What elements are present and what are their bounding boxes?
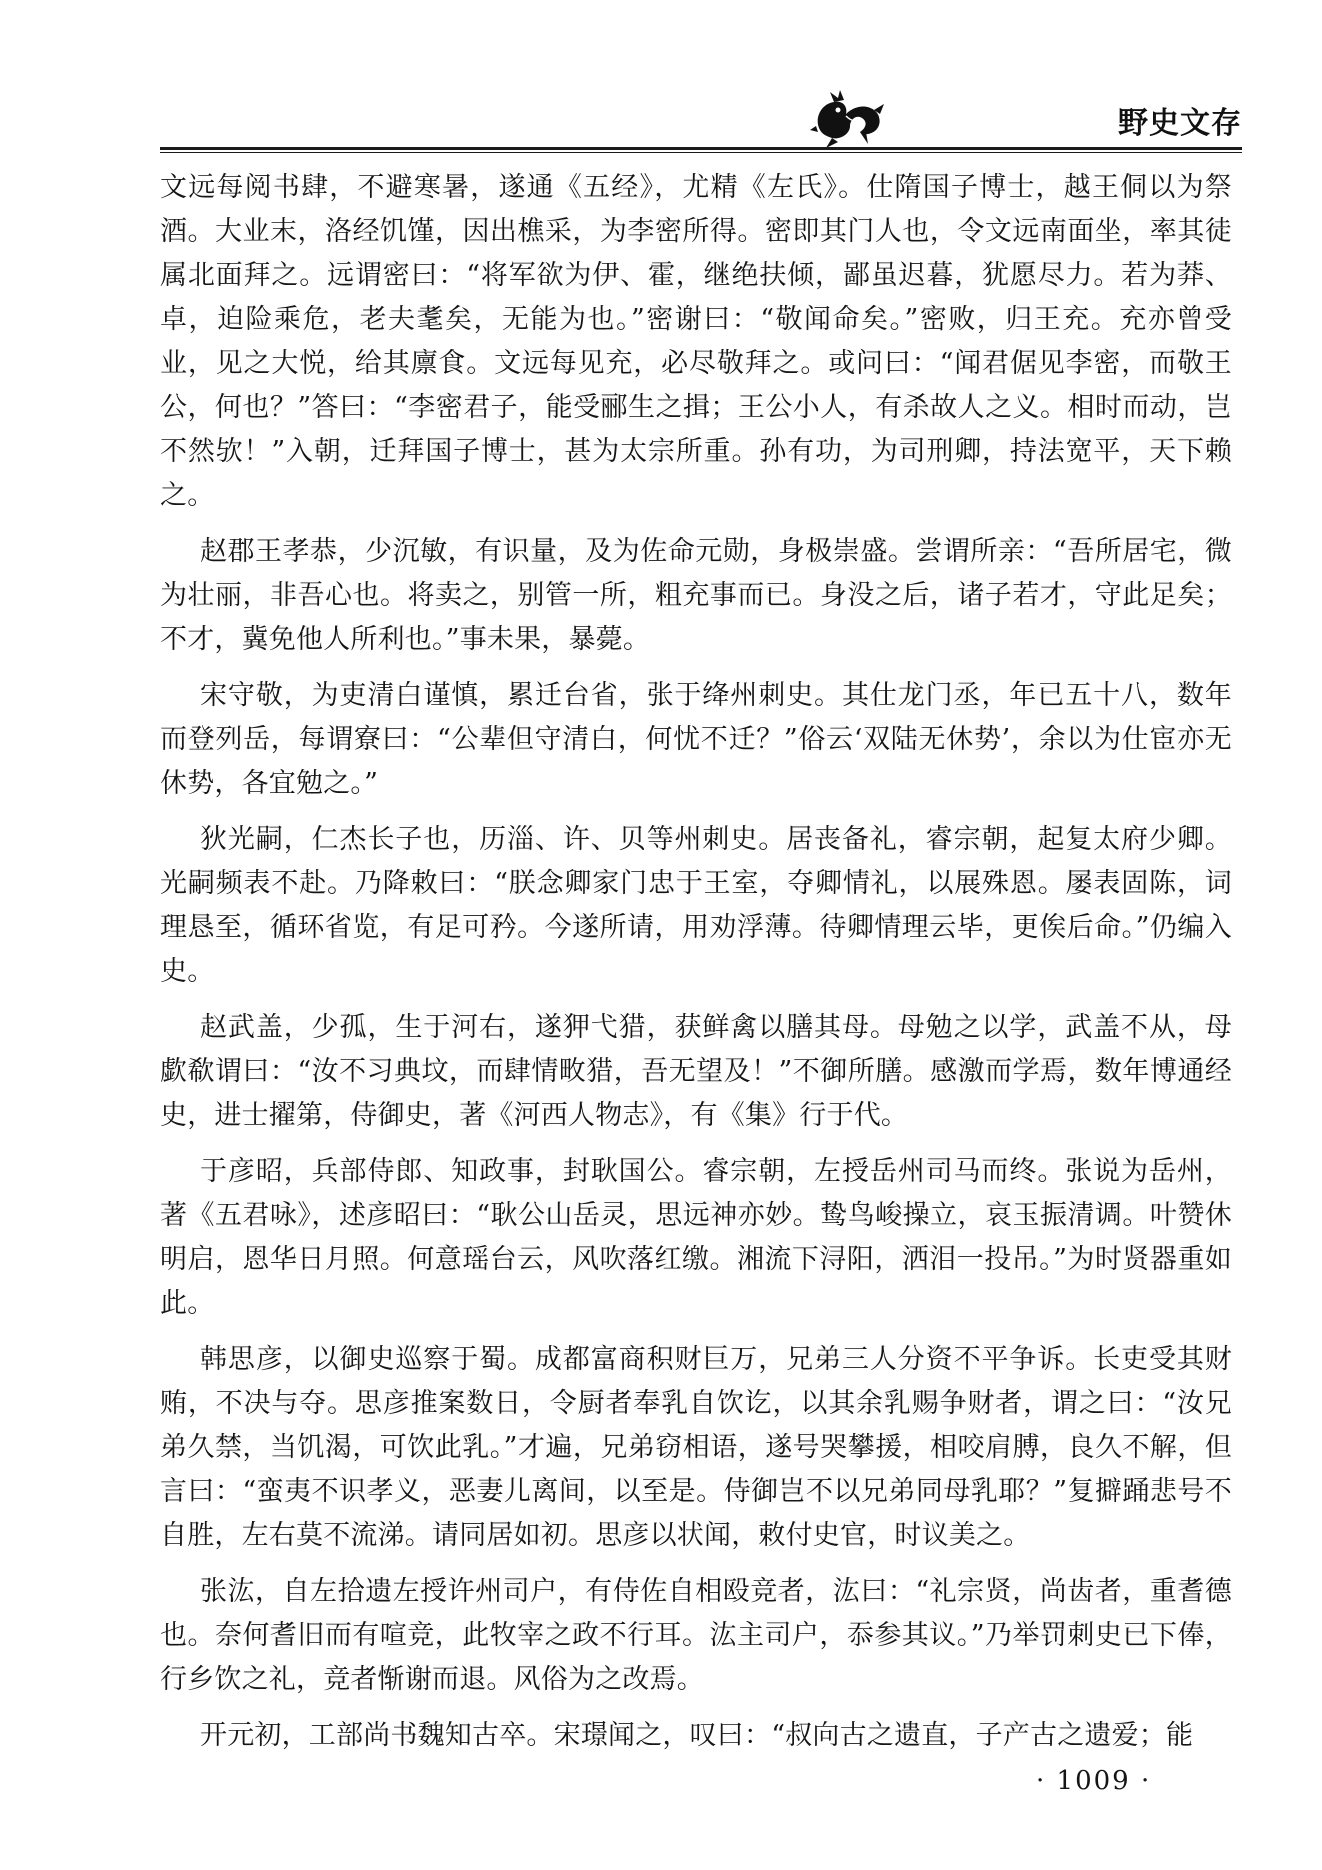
body-text xyxy=(160,166,1232,1770)
page-number: · 1009 · xyxy=(1036,1766,1152,1796)
header-rule xyxy=(160,147,1242,150)
paragraph: 韩思彦，以御史巡察于蜀。成都富商积财巨万，兄弟三人分资不平争诉。长吏受其财贿，不决与夺。思彦推案数日，令厨者奉乳自饮讫，以其余乳赐争财者，谓之曰：“汝兄弟久禁，当饥渴，可饮此乳。”才遍，兄弟窃相语，遂号哭攀援，相咬肩膊，良久不解，但言曰：“蛮夷不识孝义，恶妻儿离间，以至是。侍御岂不以兄弟同母乳耶？”复擗踊悲号不自胜，左右莫不流涕。请同居如初。思彦以状闻，敕付史官，时议美之。 xyxy=(160,1344,1232,1551)
paragraph: 宋守敬，为吏清白谨慎，累迁台省，张于绛州刺史。其仕龙门丞，年已五十八，数年而登列岳，每谓寮曰：“公辈但守清白，何忧不迁？”俗云‘双陆无休势’，余以为仕宦亦无休势，各宜勉之。” xyxy=(160,680,1232,799)
paragraph: 于彦昭，兵部侍郎、知政事，封耿国公。睿宗朝，左授岳州司马而终。张说为岳州，著《五君咏》，述彦昭曰：“耿公山岳灵，思远神亦妙。鸷鸟峻操立，哀玉振清调。叶赞休明启，恩华日月照。何意瑶台云，风吹落红缴。湘流下浔阳，洒泪一投吊。”为时贤器重如此。 xyxy=(160,1156,1232,1319)
paragraph: 狄光嗣，仁杰长子也，历淄、许、贝等州刺史。居丧备礼，睿宗朝，起复太府少卿。光嗣频表不赴。乃降敕曰：“朕念卿家门忠于王室，夺卿情礼，以展殊恩。屡表固陈，词理恳至，循环省览，有足可矜。今遂所请，用劝浮薄。待卿情理云毕，更俟后命。”仍编入史。 xyxy=(160,824,1232,987)
header-title: 野史文存 xyxy=(1118,106,1242,141)
paragraph: 文远每阅书肆，不避寒暑，遂通《五经》，尤精《左氏》。仕隋国子博士，越王侗以为祭酒。大业末，洛经饥馑，因出樵采，为李密所得。密即其门人也，令文远南面坐，率其徒属北面拜之。远谓密曰：“将军欲为伊、霍，继绝扶倾，鄙虽迟暮，犹愿尽力。若为莽、卓，迫险乘危，老夫耄矣，无能为也。”密谢曰：“敬闻命矣。”密败，归王充。充亦曾受业，见之大悦，给其廪食。文远每见充，必尽敬拜之。或问曰：“闻君倨见李密，而敬王公，何也？”答曰：“李密君子，能受郦生之揖；王公小人，有杀故人之义。相时而动，岂不然欤！”入朝，迁拜国子博士，甚为太宗所重。孙有功，为司刑卿，持法宽平，天下赖之。 xyxy=(160,172,1232,511)
header-rule-thin xyxy=(160,152,1242,153)
paragraph: 开元初，工部尚书魏知古卒。宋璟闻之，叹曰：“叔向古之遗直，子产古之遗爱；能 xyxy=(200,1720,1194,1751)
paragraph: 张汯，自左拾遗左授许州司户，有侍佐自相殴竞者，汯曰：“礼宗贤，尚齿者，重耆德也。奈何耆旧而有喧竞，此牧宰之政不行耳。汯主司户，忝参其议。”乃举罚刺史已下俸，行乡饮之礼，竞者惭谢而退。风俗为之改焉。 xyxy=(160,1576,1232,1695)
paragraph: 赵郡王孝恭，少沉敏，有识量，及为佐命元勋，身极崇盛。尝谓所亲：“吾所居宅，微为壮丽，非吾心也。将卖之，别管一所，粗充事而已。身没之后，诸子若才，守此足矣；不才，冀免他人所利也。”事未果，暴薨。 xyxy=(160,536,1232,655)
dragon-emblem-icon xyxy=(810,86,890,150)
running-header xyxy=(810,86,1242,150)
paragraph: 赵武盖，少孤，生于河右，遂狎弋猎，获鲜禽以膳其母。母勉之以学，武盖不从，母歔欷谓曰：“汝不习典坟，而肆情畋猎，吾无望及！”不御所膳。感激而学焉，数年博通经史，进士擢第，侍御史，著《河西人物志》，有《集》行于代。 xyxy=(160,1012,1232,1131)
